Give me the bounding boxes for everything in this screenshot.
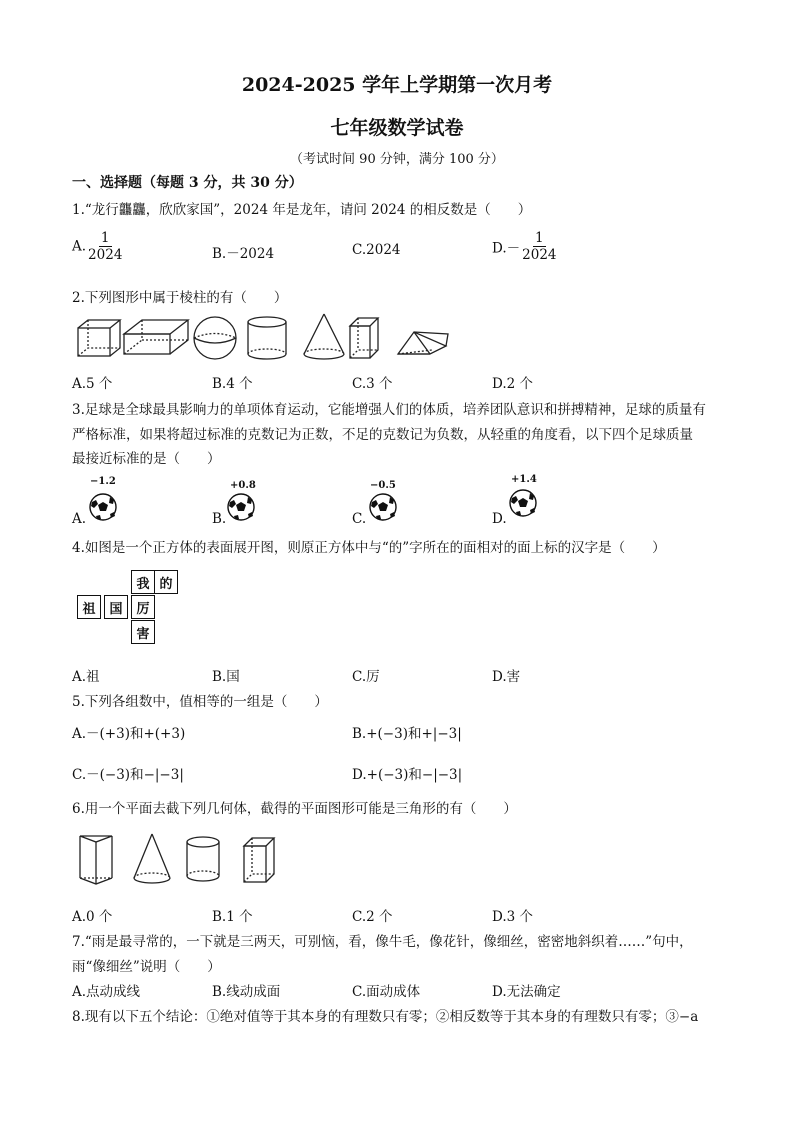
q7-option-d: D.无法确定 [492,984,561,1000]
soccer-ball-icon [226,492,256,522]
q7-line1: 7.“雨是最寻常的，一下就是三两天，可别恼，看，像牛毛，像花针，像细丝，密密地斜织着……”句中， [72,934,693,950]
cylinder-shape [248,317,286,359]
q1-option-b: B.－2024 [212,246,275,262]
q7-option-a: A.点动成线 [72,984,141,1000]
q3-ball-b-value: +0.8 [230,480,256,491]
q2-option-c: C.3 个 [352,376,393,392]
net-cell-li: 厉 [131,595,155,619]
q3-ball-c-value: −0.5 [370,480,396,491]
net-cell-wo: 我 [131,570,155,594]
q2-option-d: D.2 个 [492,376,534,392]
q5-option-d: D.+(−3)和−|−3| [352,767,463,783]
q2-shapes-figure [72,312,457,362]
q5-option-a: A.－(+3)和+(+3) [72,726,186,742]
q6-solids-figure [72,830,292,890]
net-cell-zu: 祖 [77,595,101,619]
q4-option-c: C.厉 [352,669,380,685]
triangular-prism-shape [80,836,112,884]
square-prism-shape [244,838,274,882]
exam-title: 2024-2025 学年上学期第一次月考 [241,74,553,96]
net-cell-hai: 害 [131,620,155,644]
q4-option-b: B.国 [212,669,240,685]
section-heading: 一、选择题（每题 3 分，共 30 分） [72,175,303,191]
q3-option-a: A. [72,511,87,527]
triangular-prism-shape [398,332,448,354]
square-prism-shape [350,318,378,358]
cylinder-shape [187,837,219,881]
cone-shape [134,834,170,883]
q4-option-d: D.害 [492,669,521,685]
q1-option-d: D.－ $\frac{1}{2024}$ [492,230,557,264]
q3-line3: 最接近标准的是（ ） [72,451,221,467]
q2-stem: 2.下列图形中属于棱柱的有（ ） [72,290,288,306]
q3-option-b: B. [212,511,227,527]
q1-option-a: A. $\frac{1}{2024}$ [72,230,123,264]
q6-stem: 6.用一个平面去截下列几何体，截得的平面图形可能是三角形的有（ ） [72,801,517,817]
q4-stem: 4.如图是一个正方体的表面展开图，则原正方体中与“的”字所在的面相对的面上标的汉字是（ ） [72,540,666,556]
q3-option-c: C. [352,511,367,527]
q6-option-b: B.1 个 [212,909,253,925]
q6-option-c: C.2 个 [352,909,393,925]
q5-option-b: B.+(−3)和+|−3| [352,726,462,742]
exam-subtitle: 七年级数学试卷 [330,117,464,139]
q4-option-a: A.祖 [72,669,100,685]
soccer-ball-icon [368,492,398,522]
q6-option-a: A.0 个 [72,909,113,925]
cube-shape [78,320,120,356]
q2-option-b: B.4 个 [212,376,253,392]
q8-stem: 8.现有以下五个结论：①绝对值等于其本身的有理数只有零；②相反数等于其本身的有理数只有零；③−a [72,1009,699,1025]
soccer-ball-icon [508,488,538,518]
net-cell-de: 的 [154,570,178,594]
sphere-shape [194,317,236,359]
net-cell-guo: 国 [104,595,128,619]
q7-line2: 雨“像细丝”说明（ ） [72,959,221,975]
cone-shape [304,314,344,359]
q2-option-a: A.5 个 [72,376,113,392]
q6-option-d: D.3 个 [492,909,534,925]
q1-stem: 1.“龙行龘龘，欣欣家国”，2024 年是龙年，请问 2024 的相反数是（ ） [72,202,532,218]
q5-stem: 5.下列各组数中，值相等的一组是（ ） [72,694,328,710]
cuboid-shape [124,320,188,354]
q3-ball-d-value: +1.4 [511,474,537,485]
exam-note: （考试时间 90 分钟，满分 100 分） [290,152,504,167]
q3-line1: 3.足球是全球最具影响力的单项体育运动，它能增强人们的体质，培养团队意识和拼搏精神，足球的质量有 [72,402,706,418]
q5-option-c: C.－(−3)和−|−3| [72,767,184,783]
q7-option-c: C.面动成体 [352,984,421,1000]
q3-option-d: D. [492,511,507,527]
q3-ball-a-value: −1.2 [90,476,116,487]
soccer-ball-icon [88,492,118,522]
q1-option-c: C.2024 [352,242,401,258]
q7-option-b: B.线动成面 [212,984,281,1000]
q3-line2: 严格标准，如果将超过标准的克数记为正数，不足的克数记为负数，从轻重的角度看，以下四个足球质量 [72,427,693,443]
